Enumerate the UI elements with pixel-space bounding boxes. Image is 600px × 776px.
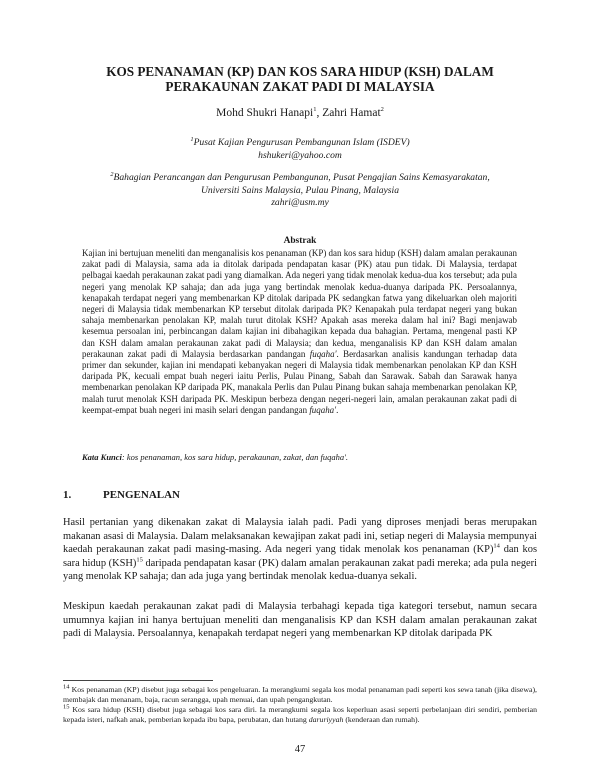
page-number: 47 (294, 744, 306, 755)
section-heading (63, 489, 180, 501)
abstract-text (82, 248, 517, 416)
affiliation-university: Universiti Sains Malaysia, Pulau Pinang, Malaysia (201, 184, 399, 196)
paper-title (60, 64, 540, 94)
title-line-1: KOS PENANAMAN (KP) DAN KOS SARA HIDUP (KSH) DALAM (106, 64, 494, 79)
title-line-2: PERAKAUNAN ZAKAT PADI DI MALAYSIA (165, 79, 435, 94)
footnote-mark: 15 (63, 703, 70, 711)
body-paragraph: Meskipun kaedah perakaunan zakat padi di Malaysia terbahagi kepada tiga kategori tersebut, namun secara umumnya kajian ini hanya bertujuan meneliti dan menganalisis KP dan KSH dalam amalan perakaunan zakat padi di Malaysia. Persoalannya, kenapakah terdapat negeri yang membenarkan KP ditolak daripada PK (63, 601, 537, 640)
paragraph-text: Hasil pertanian yang dikenakan zakat di Malaysia ialah padi. Padi yang diproses menjadi beras merupakan makanan asasi di Malaysia. Dalam melaksanakan kewajipan zakat padi ini, setiap negeri di Malaysia mempunyai kaedah perakaunan zakat padi masing-masing. Ada negeri yang tidak menolak kos penanaman (KP) (63, 517, 537, 556)
keywords (82, 452, 522, 462)
footnote-text: Kos sara hidup (KSH) disebut juga sebagai kos sara diri. Ia merangkumi segala kos keperluan asasi seperti perbelanjaan diri sendiri, pemberian kepada isteri, nafkah anak, pemberian kepada ibu bapa, perubatan, dan hutang (63, 705, 537, 724)
keywords-label: Kata Kunci (82, 452, 122, 462)
body-paragraph (63, 516, 537, 584)
abstract-italic-term: fuqaha' (309, 348, 337, 359)
author-name: Mohd Shukri Hanapi (216, 107, 314, 119)
keywords-list: : kos penanaman, kos sara hidup, perakaunan, zakat, dan fuqaha'. (121, 452, 349, 462)
author-separator: , (316, 107, 323, 119)
author-email: zahri@usm.my (271, 197, 329, 208)
affiliation-mark: 2 (380, 106, 384, 114)
footnote-mark: 14 (63, 683, 70, 691)
footnotes (63, 685, 537, 725)
affiliation-institution: Pusat Kajian Pengurusan Pembangunan Islam (ISDEV) (193, 137, 410, 148)
affiliation-department: Bahagian Perancangan dan Pengurusan Pembangunan, Pusat Pengajian Sains Kemasyarakatan, (113, 172, 490, 183)
footnote-ref[interactable]: 14 (493, 542, 500, 550)
abstract-italic-term: fuqaha' (309, 404, 337, 415)
affiliation-1 (40, 137, 560, 162)
paragraph-text: dan kos sara hidup (KSH) (63, 544, 537, 569)
section-title: PENGENALAN (103, 489, 181, 501)
affiliation-mark: 2 (110, 170, 114, 178)
section-number: 1. (63, 489, 72, 501)
affiliation-2 (40, 172, 560, 210)
abstract-heading: Abstrak (283, 236, 317, 246)
footnote (63, 685, 537, 705)
abstract-text-part: . (336, 404, 339, 415)
author-list (0, 107, 600, 119)
author-name: Zahri Hamat (322, 107, 381, 119)
affiliation-mark: 1 (313, 106, 317, 114)
footnote-divider (63, 680, 213, 681)
author-email: hshukeri@yahoo.com (258, 149, 342, 161)
abstract-text-part: Kajian ini bertujuan meneliti dan menganalisis kos penanaman (KP) dan kos sara hidup (KSH) dalam amalan perakaunan zakat padi di Malaysia, sama ada ia ditolak daripada pendapatan kasar (PK) atau pun tidak. Di Malaysia, terdapat pelbagai kaedah perakaunan zakat padi yang diamalkan. Ada negeri yang tidak menolak kedua-dua kos tersebut; ada pula negeri yang menolak KP sahaja; dan ada juga yang bertindak menolak kedua-duanya daripada PK. Persoalannya, kenapakah terdapat negeri yang membenarkan KP ditolak daripada PK sedangkan fatwa yang dikeluarkan oleh majoriti negeri di Malaysia tidak membenarkan KP tersebut ditolak daripada PK? Kenapakah pula terdapat negeri yang bukan sahaja membenarkan penolakan KP, malah turut ditolak KSH? Apakah asas mereka dalam hal ini? Bagi menjawab kesemua persoalan ini, perbincangan dalam kajian ini dibahagikan kepada dua bahagian. Pertama, mengenal pasti KP dan KSH dalam amalan perakaunan zakat padi di Malaysia; dan kedua, menganalisis KP dan KSH dalam amalan perakaunan zakat padi di Malaysia berdasarkan pandangan (82, 248, 517, 359)
footnote-italic-term: daruriyyah (308, 715, 344, 724)
footnote-ref[interactable]: 15 (136, 556, 143, 564)
footnote-text: (kenderaan dan rumah). (343, 715, 420, 724)
paragraph-text: daripada pendapatan kasar (PK) dalam amalan perakaunan zakat padi mereka; ada pula negeri yang menolak KP sahaja; dan ada juga yang bertindak menolak kedua-duanya sekali. (63, 557, 537, 583)
footnote-text: Kos penanaman (KP) disebut juga sebagai kos pengeluaran. Ia merangkumi segala kos modal penanaman padi seperti kos sewa tanah (jika disewa), membajak dan menanam, baja, racun serangga, upah menuai, dan upah pengangkutan. (63, 685, 537, 704)
abstract-text-part: . Berdasarkan analisis kandungan terhadap data primer dan sekunder, kajian ini mendapati kebanyakan negeri di Malaysia tidak membenarkan penolakan KP dan KSH daripada PK, kecuali empat buah negeri iaitu Perlis, Pulau Pinang, Sabah dan Sarawak. Sabah dan Sarawak hanya membenarkan penolakan KP daripada PK, manakala Perlis dan Pulau Pinang bukan sahaja membenarkan penolakan KP, malah turut menolak KSH daripada PK. Meskipun berbeza dengan negeri-negeri lain, amalan perakaunan zakat padi di keempat-empat buah negeri ini masih selari dengan pandangan (82, 348, 518, 415)
footnote (63, 705, 537, 725)
affiliation-mark: 1 (190, 135, 194, 143)
